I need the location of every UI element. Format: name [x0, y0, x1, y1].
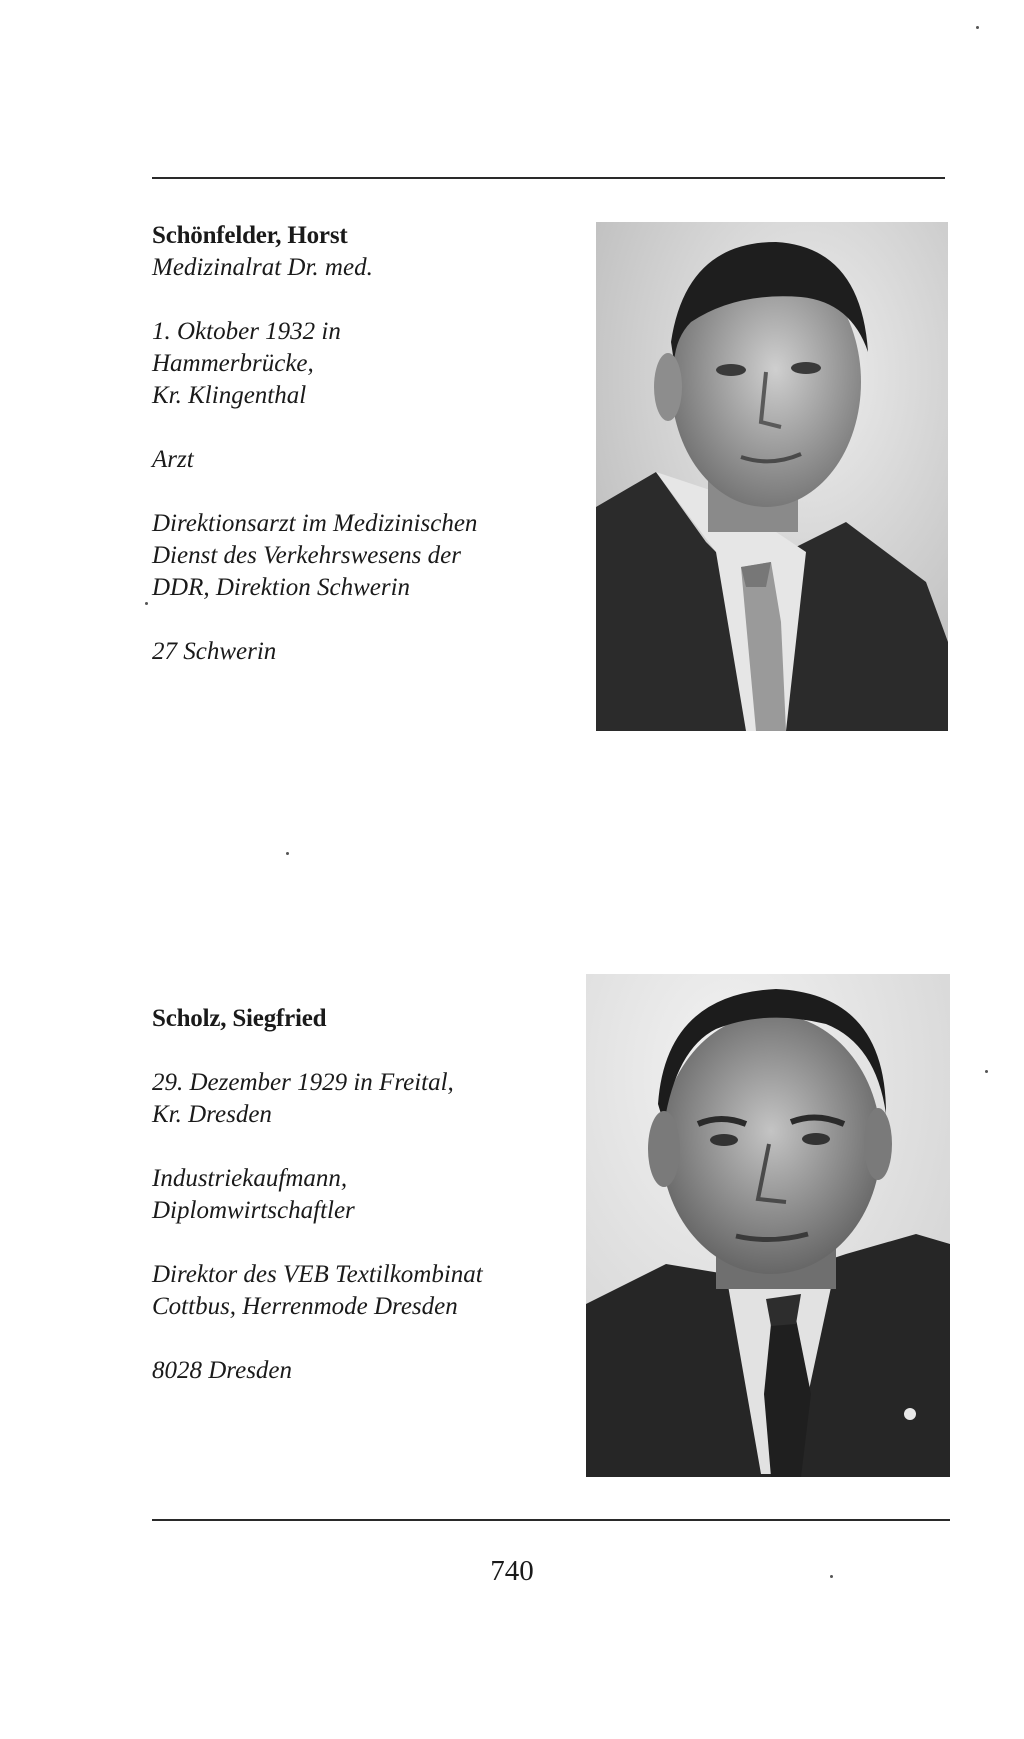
print-speck	[286, 852, 289, 855]
print-speck	[145, 602, 148, 605]
entry-profession	[152, 444, 582, 476]
entry-address: 8028 Dresden	[152, 1357, 293, 1384]
entry-name: Scholz, Siegfried	[152, 1005, 327, 1032]
entry-scholz	[152, 1003, 582, 1387]
portrait-photo-schoenfelder	[596, 222, 948, 731]
print-speck	[830, 1575, 833, 1578]
entry-address: 27 Schwerin	[152, 638, 277, 665]
position-line: Cottbus, Herrenmode Dresden	[152, 1293, 458, 1320]
position-line: DDR, Direktion Schwerin	[152, 574, 411, 601]
entry-profession	[152, 1163, 582, 1227]
print-speck	[985, 1070, 988, 1073]
birth-line: 1. Oktober 1932 in	[152, 318, 341, 345]
entry-position	[152, 1259, 582, 1323]
birth-line: Hammerbrücke,	[152, 350, 314, 377]
bottom-rule	[152, 1519, 950, 1521]
birth-line: Kr. Klingenthal	[152, 382, 307, 409]
entry-schoenfelder	[152, 220, 582, 668]
entry-position	[152, 508, 582, 604]
portrait-image	[586, 974, 950, 1477]
entry-birth	[152, 316, 582, 412]
birth-line: Kr. Dresden	[152, 1101, 272, 1128]
position-line: Direktor des VEB Textilkombinat	[152, 1261, 483, 1288]
birth-line: 29. Dezember 1929 in Freital,	[152, 1069, 454, 1096]
page-number: 740	[490, 1555, 534, 1587]
position-line: Direktionsarzt im Medizinischen	[152, 510, 478, 537]
position-line: Dienst des Verkehrswesens der	[152, 542, 461, 569]
profession-line: Diplomwirtschaftler	[152, 1197, 355, 1224]
entry-birth	[152, 1067, 582, 1131]
profession-line: Industriekaufmann,	[152, 1165, 348, 1192]
profession-line: Arzt	[152, 446, 194, 473]
print-speck	[976, 26, 979, 29]
entry-title: Medizinalrat Dr. med.	[152, 254, 373, 281]
portrait-image	[596, 222, 948, 731]
entry-name: Schönfelder, Horst	[152, 222, 348, 249]
portrait-photo-scholz	[586, 974, 950, 1477]
top-rule	[152, 177, 945, 179]
